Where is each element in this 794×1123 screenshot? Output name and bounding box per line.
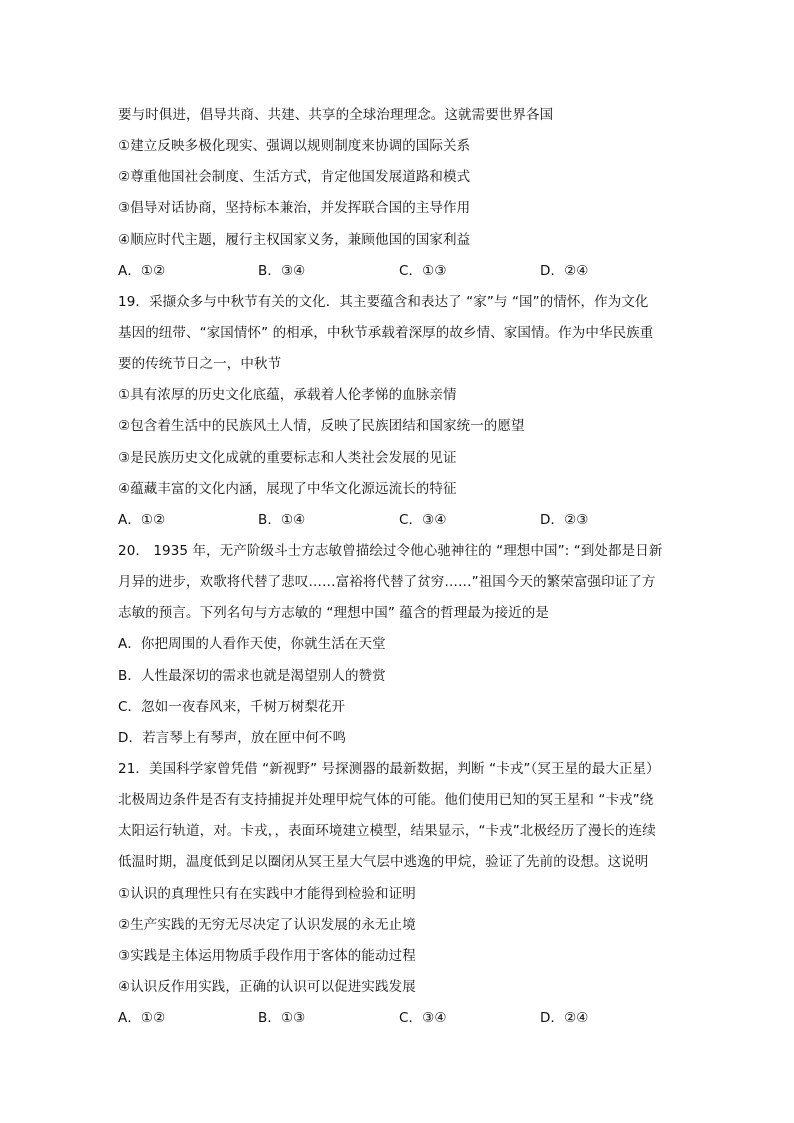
statement-item: ④认识反作用实践，正确的认识可以促进实践发展 (118, 978, 416, 995)
question-stem-line: 北极周边条件是否有支持捕捉并处理甲烷气体的可能。他们使用已知的冥王星和 “卡戎”绕 (118, 792, 654, 809)
statement-item: ①建立反映多极化现实、强调以规则制度来协调的国际关系 (118, 138, 471, 155)
choice-c: C．忽如一夜春风来，千树万树梨花开 (118, 698, 346, 715)
question-stem-line: 月异的进步，欢歌将代替了悲叹……富裕将代替了贫穷……”祖国今天的繁荣富强印证了方 (118, 574, 656, 591)
question-18 (118, 100, 688, 287)
question-stem-line: 要的传统节日之一，中秋节 (118, 356, 282, 373)
option-b: B．①④ (258, 511, 306, 528)
option-d: D．②③ (540, 511, 589, 528)
question-stem-line: 低温时期，温度低到足以圈闭从冥王星大气层中逃逸的甲烷，验证了先前的设想。这说明 (118, 854, 649, 871)
question-stem-line: 19．采撷众多与中秋节有关的文化．其主要蕴含和表达了 “家”与 “国”的情怀，作为文化 (118, 293, 649, 310)
question-stem-line: 基因的纽带、“家国情怀” 的相承，中秋节承载着深厚的故乡情、家国情。作为中华民族重 (118, 324, 654, 341)
statement-item: ④顺应时代主题，履行主权国家义务，兼顾他国的国家利益 (118, 231, 471, 248)
option-d: D．②④ (540, 1010, 589, 1027)
answer-options (118, 505, 688, 536)
question-stem-line: 太阳运行轨道，对。卡戎，，表面环境建立模型，结果显示，“卡戎”北极经历了漫长的连续 (118, 823, 656, 840)
option-d: D．②④ (540, 262, 589, 279)
option-a: A．①② (118, 511, 166, 528)
statement-item: ②生产实践的无穷无尽决定了认识发展的永无止境 (118, 916, 416, 933)
option-a: A．①② (118, 1010, 166, 1027)
question-stem-line: 要与时俱进，倡导共商、共建、共享的全球治理理念。这就需要世界各国 (118, 107, 554, 123)
statement-item: ③是民族历史文化成就的重要标志和人类社会发展的见证 (118, 449, 457, 466)
statement-item: ②尊重他国社会制度、生活方式，肯定他国发展道路和模式 (118, 169, 471, 186)
question-stem-line: 21．美国科学家曾凭借 “新视野” 号探测器的最新数据，判断 “卡戎”（冥王星的最大正星） (118, 760, 660, 777)
choice-b: B．人性最深切的需求也就是渴望别人的赞赏 (118, 667, 386, 684)
answer-options (118, 1003, 688, 1034)
answer-options (118, 256, 688, 287)
exam-page (118, 100, 688, 1034)
option-c: C．③④ (399, 1010, 447, 1027)
choice-a: A．你把周围的人看作天使，你就生活在天堂 (118, 636, 386, 653)
statement-item: ①具有浓厚的历史文化底蕴，承载着人伦孝悌的血脉亲情 (118, 387, 457, 404)
option-c: C．③④ (399, 511, 447, 528)
question-stem-line: 20. 1935 年，无产阶级斗士方志敏曾描绘过令他心驰神往的 “理想中国”: “到处都是日新 (118, 542, 663, 559)
statement-item: ②包含着生活中的民族风土人情，反映了民族团结和国家统一的愿望 (118, 418, 525, 435)
statement-item: ④蕴藏丰富的文化内涵，展现了中华文化源远流长的特征 (118, 480, 457, 497)
question-20 (118, 536, 688, 754)
question-21 (118, 754, 688, 1034)
option-b: B．①③ (258, 1010, 306, 1027)
statement-item: ③倡导对话协商，坚持标本兼治，并发挥联合国的主导作用 (118, 200, 471, 217)
choice-d: D．若言琴上有琴声，放在匣中何不鸣 (118, 729, 347, 746)
option-c: C．①③ (399, 262, 447, 279)
statement-item: ①认识的真理性只有在实践中才能得到检验和证明 (118, 885, 416, 902)
question-stem-line: 志敏的预言。下列名句与方志敏的 “理想中国” 蕴含的哲理最为接近的是 (118, 605, 549, 622)
option-a: A．①② (118, 262, 166, 279)
statement-item: ③实践是主体运用物质手段作用于客体的能动过程 (118, 947, 416, 964)
option-b: B．③④ (258, 262, 306, 279)
question-19 (118, 287, 688, 536)
